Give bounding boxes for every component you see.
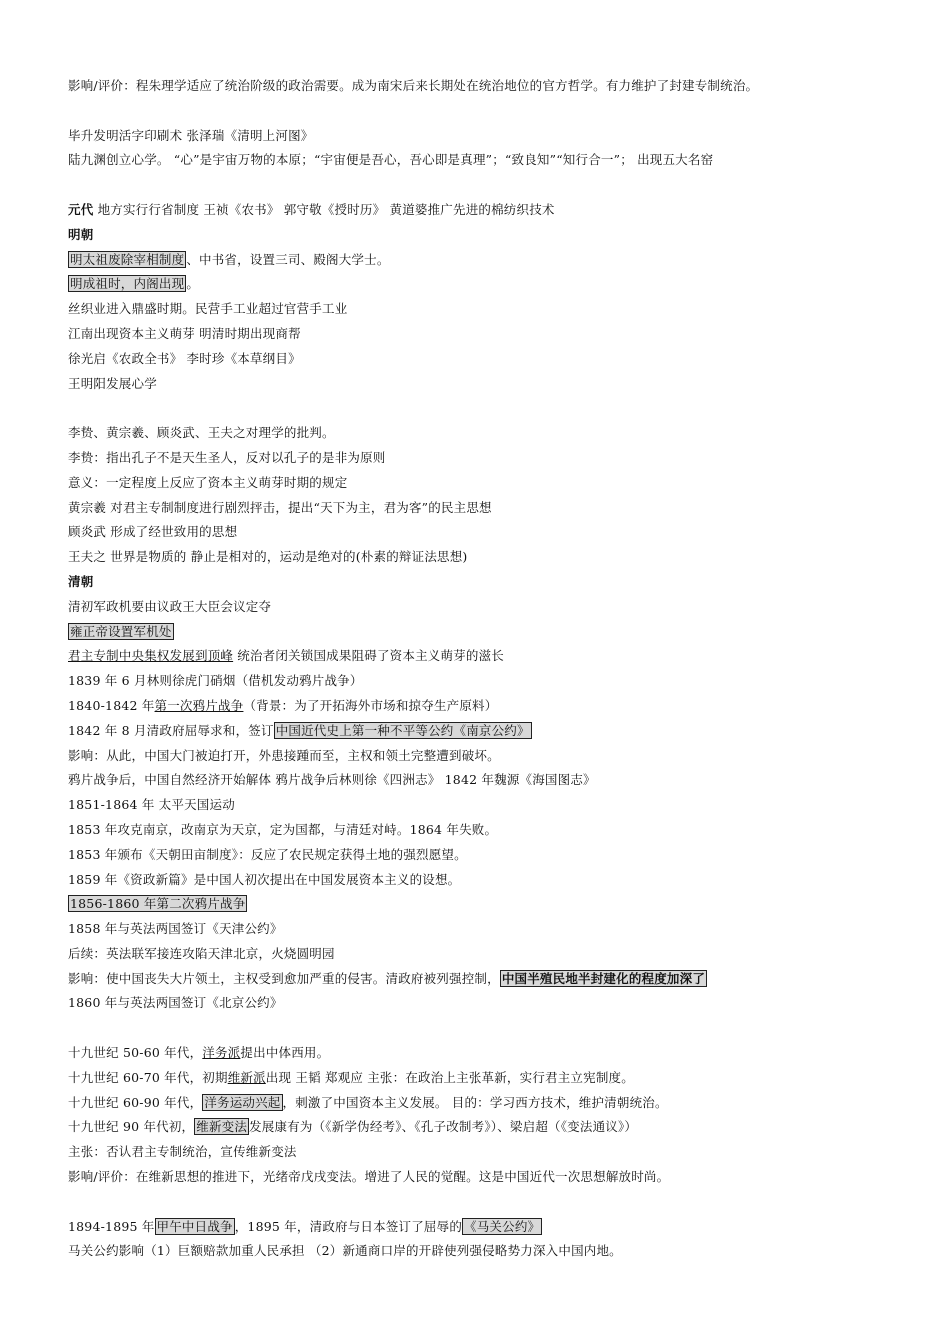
text-span: ，刺激了中国资本主义发展。 目的：学习西方技术，维护清朝统治。 <box>282 1094 668 1110</box>
text-line: 黄宗羲 对君主专制制度进行剧烈抨击，提出“天下为主，君为客”的民主思想 <box>68 499 492 515</box>
text-line: 后续：英法联军接连攻陷天津北京，火烧圆明园 <box>68 945 335 961</box>
text-line <box>68 892 928 917</box>
blank-line <box>68 173 928 198</box>
text-span: 、中书省，设置三司、殿阁大学士。 <box>186 251 390 267</box>
text-line: 顾炎武 形成了经世致用的思想 <box>68 524 238 540</box>
underlined-text: 洋务派 <box>202 1045 241 1061</box>
text-line: 毕升发明活字印刷术 张泽瑞《清明上河图》 <box>68 127 314 143</box>
text-line: 1853 年攻克南京，改南京为天京，定为国都，与清廷对峙。1864 年失败。 <box>68 821 498 837</box>
blank-line <box>68 1016 928 1041</box>
section-heading-ming: 明朝 <box>68 226 94 242</box>
text-span: 1842 年 8 月清政府屈辱求和，签订 <box>68 722 274 738</box>
text-line: 江南出现资本主义萌芽 明清时期出现商帮 <box>68 325 301 341</box>
text-line <box>68 1041 928 1066</box>
text-span: （背景：为了开拓海外市场和掠夺生产原料） <box>243 697 498 713</box>
underlined-text: 维新派 <box>227 1069 266 1085</box>
text-line: 1853 年颁布《天朝田亩制度》：反应了农民规定获得土地的强烈愿望。 <box>68 846 467 862</box>
text-span: 十九世纪 90 年代初， <box>68 1119 195 1135</box>
blank-line <box>68 99 928 124</box>
text-line: 影响/评价：程朱理学适应了统治阶级的政治需要。成为南宋后来长期处在统治地位的官方哲学。有力维护了封建专制统治。 <box>68 78 759 93</box>
text-span: 出现 王韬 郑观应 主张：在政治上主张革新，实行君主立宪制度。 <box>265 1069 634 1085</box>
text-line <box>68 694 928 719</box>
text-line: 鸦片战争后，中国自然经济开始解体 鸦片战争后林则徐《四洲志》 1842 年魏源《海国图志》 <box>68 772 596 788</box>
text-line: 1858 年与英法两国签订《天津公约》 <box>68 921 283 937</box>
text-line: 影响/评价：在维新思想的推进下，光绪帝戊戌变法。增进了人民的觉醒。这是中国近代一次思想解放时尚。 <box>68 1169 670 1185</box>
underlined-text: 君主专制中央集权发展到顶峰 <box>68 648 234 664</box>
text-line <box>68 198 928 223</box>
text-line <box>68 1066 928 1091</box>
text-span: 十九世纪 50-60 年代， <box>68 1045 203 1061</box>
text-line: 清初军政机要由议政王大臣会议定夺 <box>68 598 272 614</box>
text-span: 影响：使中国丧失大片领土，主权受到愈加严重的侵害。清政府被列强控制， <box>68 970 500 986</box>
text-line <box>68 1091 928 1116</box>
highlight-box: 明太祖废除宰相制度 <box>70 251 185 267</box>
text-span: 统治者闭关锁国成果阻碍了资本主义萌芽的滋长 <box>233 648 504 664</box>
text-line: 主张：否认君主专制统治，宣传维新变法 <box>68 1144 297 1160</box>
text-line <box>68 644 928 669</box>
text-line: 丝织业进入鼎盛时期。民营手工业超过官营手工业 <box>68 301 348 317</box>
text-line <box>68 1215 928 1240</box>
text-line: 1839 年 6 月林则徐虎门硝烟（借机发动鸦片战争） <box>68 673 363 689</box>
text-line: 王夫之 世界是物质的 静止是相对的，运动是绝对的(朴素的辩证法思想) <box>68 549 468 565</box>
blank-line <box>68 396 928 421</box>
text-line <box>68 272 928 297</box>
text-span: ，1895 年，清政府与日本签订了屈辱的 <box>234 1218 463 1234</box>
highlight-box: 明成祖时，内阁出现 <box>70 276 185 292</box>
highlight-box: 1856-1860 年第二次鸦片战争 <box>70 896 246 912</box>
text-line: 影响：从此，中国大门被迫打开，外患接踵而至，主权和领土完整遭到破坏。 <box>68 747 500 763</box>
text-span: 。 <box>186 276 200 292</box>
highlight-box: 维新变法 <box>196 1119 248 1135</box>
text-line <box>68 248 928 273</box>
text-line: 陆九渊创立心学。 “心”是宇宙万物的本原；“宇宙便是吾心，吾心即是真理”；“致良知”“知行合一”； 出现五大名窑 <box>68 152 714 168</box>
text-line <box>68 967 928 992</box>
underlined-text: 第一次鸦片战争 <box>154 697 244 713</box>
text-line: 1859 年《资政新篇》是中国人初次提出在中国发展资本主义的设想。 <box>68 871 461 887</box>
highlight-box: 甲午中日战争 <box>156 1218 233 1234</box>
text-span: 十九世纪 60-90 年代， <box>68 1094 203 1110</box>
text-line: 意义：一定程度上反应了资本主义萌芽时期的规定 <box>68 474 348 490</box>
highlight-box: 雍正帝设置军机处 <box>70 623 172 639</box>
text-line: 马关公约影响（1）巨额赔款加重人民承担 （2）新通商口岸的开辟使列强侵略势力深入中国内地。 <box>68 1243 622 1259</box>
bold-highlight-box: 中国半殖民地半封建化的程度加深了 <box>501 970 706 986</box>
highlight-box: 洋务运动兴起 <box>204 1094 281 1110</box>
text-line: 徐光启《农政全书》 李时珍《本草纲目》 <box>68 350 301 366</box>
text-line: 李贽、黄宗羲、顾炎武、王夫之对理学的批判。 <box>68 425 335 441</box>
text-line: 1851-1864 年 太平天国运动 <box>68 797 235 813</box>
text-span: 1894-1895 年 <box>68 1218 155 1234</box>
text-line: 1860 年与英法两国签订《北京公约》 <box>68 995 283 1011</box>
text-line: 王明阳发展心学 <box>68 375 157 391</box>
highlight-box: 《马关公约》 <box>464 1218 541 1234</box>
text-span: 十九世纪 60-70 年代，初期 <box>68 1069 228 1085</box>
highlight-box: 中国近代史上第一种不平等公约《南京公约》 <box>275 722 530 738</box>
text-span: 1840-1842 年 <box>68 697 155 713</box>
text-line <box>68 719 928 744</box>
text-line <box>68 1115 928 1140</box>
text-line: 李贽：指出孔子不是天生圣人，反对以孔子的是非为原则 <box>68 449 386 465</box>
document-body <box>68 74 928 1264</box>
section-heading-qing: 清朝 <box>68 573 94 589</box>
text-span: 提出中体西用。 <box>240 1045 330 1061</box>
text-span: 地方实行行省制度 王祯《农书》 郭守敬《授时历》 黄道婆推广先进的棉纺织技术 <box>93 201 555 217</box>
section-heading-yuan: 元代 <box>68 201 94 217</box>
blank-line <box>68 1190 928 1215</box>
text-line <box>68 620 928 645</box>
text-span: 发展康有为（《新学伪经考》、《孔子改制考》）、梁启超（《变法通议》） <box>249 1119 638 1135</box>
